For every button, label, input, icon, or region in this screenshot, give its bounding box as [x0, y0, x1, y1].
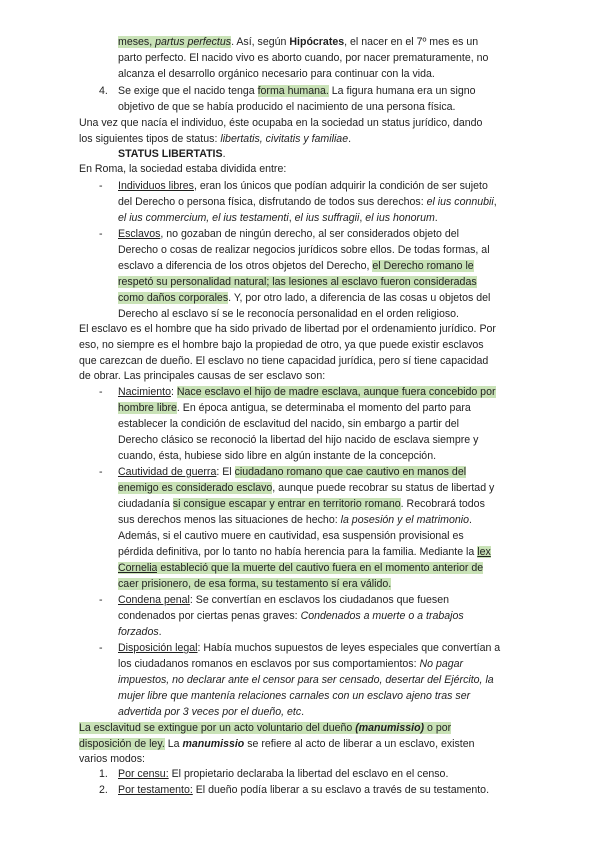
underlined-term: Esclavos — [118, 228, 161, 240]
cautividad-line-4 — [118, 514, 472, 527]
cautividad-line-2 — [118, 482, 494, 495]
cautividad-line-1 — [118, 466, 466, 479]
cautividad-line-6 — [118, 546, 491, 559]
text: los ciudadanos romanos en esclavos por sus comportamientos: — [118, 658, 420, 670]
italic-term: el ius honorum — [365, 212, 435, 224]
text: del Derecho o persona física, disfrutando de todos sus derechos: — [118, 196, 427, 208]
section-heading — [118, 148, 226, 161]
highlight-text: hombre libre — [118, 402, 177, 414]
highlight-underlined-term: Cornelia — [118, 562, 158, 574]
text: se refiere al acto de liberar a un esclavo, existen — [244, 738, 475, 750]
nacimiento-line-4: Derecho clásico se reconoció la libertad del hijo nacido de esclava siempre y — [118, 434, 479, 446]
condena-line-3 — [118, 626, 162, 639]
modo-line-1 — [118, 768, 448, 781]
list-number: 4. — [99, 85, 108, 97]
text: : Había muchos supuestos de leyes especiales que convertían a — [197, 642, 501, 654]
text: , el nacer en el 7º mes es un — [344, 36, 479, 48]
esclavos-line-1 — [118, 228, 459, 241]
extingue-line-2 — [79, 738, 475, 751]
disposicion-line-4: mujer libre que mantenía relaciones carnales con un esclavo ajeno tras ser — [118, 690, 471, 702]
text: esclavo a diferencia de los otros objetos del Derecho, — [118, 260, 373, 272]
bullet-dash: - — [99, 642, 103, 654]
text: . — [468, 514, 472, 526]
def-line-1: El esclavo es el hombre que ha sido privado de libertad por el ordenamiento jurídico. Por — [79, 323, 496, 335]
highlight-text: Nace esclavo el hijo de madre esclava, aunque fuera concebido por — [176, 386, 496, 398]
italic-term: No pagar — [419, 658, 464, 670]
extingue-line-3: varios modos: — [79, 753, 145, 765]
nacimiento-line-5: cuando, ésta, hubiese sido libre en algún instante de la concepción. — [118, 450, 437, 462]
modo-line-2 — [118, 784, 489, 797]
text: : Se convertían en esclavos los ciudadanos que fuesen — [189, 594, 450, 606]
underlined-term: Por testamento: — [118, 784, 193, 796]
highlight-text: disposición de ley. — [79, 738, 165, 750]
text: . En época antigua, se determinaba el momento del parto para — [176, 402, 471, 414]
highlight-underlined-term: lex — [477, 546, 491, 558]
italic-term: el ius connubii — [426, 196, 494, 208]
text: . — [348, 133, 352, 145]
text: Se exige que el nacido tenga — [118, 85, 258, 97]
italic-term: partus perfectus — [155, 36, 232, 48]
highlight-text: caer prisionero, de esa forma, su testamento sí era válido. — [118, 578, 392, 590]
text: condenados por ciertas penas graves: — [118, 610, 301, 622]
text: , — [493, 196, 497, 208]
item4-line-2: objetivo de que se había producido el nacimiento de una persona física. — [118, 101, 456, 113]
underlined-term: Condena penal — [118, 594, 190, 606]
italic-term: advertida por 3 veces por el dueño, etc — [118, 706, 302, 718]
highlight-text: como daños corporales — [118, 292, 229, 304]
individuos-line-1 — [118, 180, 488, 193]
nacimiento-line-2 — [118, 402, 471, 415]
disposicion-line-3: impuestos, no declarar ante el censor para ser censado, desertar del Ejército, la — [118, 674, 494, 686]
esclavos-line-3 — [118, 260, 474, 273]
text: , eran los únicos que podían adquirir la condición de ser sujeto — [193, 180, 488, 192]
list-number: 1. — [99, 768, 108, 780]
italic-term: el ius commercium, el ius testamenti — [118, 212, 289, 224]
italic-term: el ius suffragii — [294, 212, 360, 224]
underlined-term: Por censu: — [118, 768, 169, 780]
bullet-dash: - — [99, 228, 103, 240]
text: . — [222, 148, 226, 160]
intro-line-2 — [79, 133, 351, 146]
cautividad-line-7 — [118, 562, 483, 575]
text: pérdida definitiva, por lo tanto no había herencia para la familia. Mediante la — [118, 546, 478, 558]
text: . — [301, 706, 305, 718]
cautividad-line-8 — [118, 578, 391, 591]
underlined-term: Cautividad de guerra — [118, 466, 217, 478]
highlight-text: el Derecho romano le — [372, 260, 474, 272]
underlined-term: Individuos libres — [118, 180, 194, 192]
highlight-text: enemigo es considerado esclavo — [118, 482, 273, 494]
bullet-dash: - — [99, 594, 103, 606]
text: los siguientes tipos de status: — [79, 133, 221, 145]
text: . Y, por otro lado, a diferencia de las cosas u objetos del — [228, 292, 491, 304]
esclavos-line-2: Derecho o cosas de realizar negocios jurídicos sobre ellos. De todas formas, al — [118, 244, 490, 256]
condena-line-2 — [118, 610, 464, 623]
italic-term: forzados — [118, 626, 159, 638]
individuos-line-2 — [118, 196, 497, 209]
roma-line: En Roma, la sociedad estaba dividida entre: — [79, 163, 287, 175]
disposicion-line-2 — [118, 658, 463, 671]
highlight-text: si consigue escapar y entrar en territorio romano — [172, 498, 401, 510]
bold-term: Hipócrates — [289, 36, 345, 48]
text: ciudadanía — [118, 498, 173, 510]
bold-term: manumissio — [182, 738, 245, 750]
text: . Así, según — [231, 36, 290, 48]
italic-term: Condenados a muerte o a trabajos — [300, 610, 464, 622]
highlight-text: respetó su personalidad natural; las lesiones al esclavo fueron consideradas — [118, 276, 477, 288]
item3-line-3: alcanza el desarrollo orgánico necesario para continuar con la vida. — [118, 68, 435, 80]
underlined-term: Nacimiento — [118, 386, 171, 398]
text: . — [158, 626, 162, 638]
condena-line-1 — [118, 594, 449, 607]
def-line-4: de obrar. Las principales causas de ser esclavo son: — [79, 370, 326, 382]
list-number: 2. — [99, 784, 108, 796]
text: : — [171, 386, 177, 398]
intro-line-1: Una vez que nacía el individuo, éste ocupaba en la sociedad un status jurídico, dando — [79, 117, 483, 129]
esclavos-line-5 — [118, 292, 490, 305]
text: , aunque puede recobrar su status de libertad y — [272, 482, 495, 494]
text: . Recobrará todos — [400, 498, 485, 510]
highlight-text: forma humana. — [257, 85, 329, 97]
text: La — [164, 738, 183, 750]
heading-text: STATUS LIBERTATIS — [118, 148, 223, 160]
def-line-2: eso, no siempre es el hombre bajo la propiedad de otro, ya que puede existir esclavos — [79, 339, 484, 351]
text: : El — [216, 466, 235, 478]
bullet-dash: - — [99, 466, 103, 478]
highlight-text: meses, — [118, 36, 156, 48]
disposicion-line-1 — [118, 642, 500, 655]
text: La figura humana era un signo — [328, 85, 476, 97]
def-line-3: que carezcan de dueño. El esclavo no tiene capacidad jurídica, pero sí tiene capacidad — [79, 355, 489, 367]
italic-term: libertatis, civitatis y familiae — [220, 133, 349, 145]
highlight-text: estableció que la muerte del cautivo fuera en el momento anterior de — [157, 562, 484, 574]
cautividad-line-5: Además, si el cautivo muere en cautividad, esa suspensión provisional es — [118, 530, 464, 542]
item4-line-1 — [118, 85, 476, 98]
underlined-term: Disposición legal — [118, 642, 198, 654]
nacimiento-line-1 — [118, 386, 496, 399]
text: El dueño podía liberar a su esclavo a través de su testamento. — [192, 784, 490, 796]
highlight-text: o por — [424, 722, 452, 734]
highlight-bold-term: (manumissio) — [355, 722, 425, 734]
bullet-dash: - — [99, 386, 103, 398]
item3-line-1 — [118, 36, 478, 49]
item3-line-2: parto perfecto. El nacido vivo es aborto cuando, por nacer prematuramente, no — [118, 52, 489, 64]
bullet-dash: - — [99, 180, 103, 192]
esclavos-line-6: Derecho al esclavo sí se le reconocía personalidad en el orden religioso. — [118, 308, 459, 320]
extingue-line-1 — [79, 722, 451, 735]
text: . — [434, 212, 438, 224]
individuos-line-3 — [118, 212, 438, 225]
text: sus derechos menos las situaciones de hecho: — [118, 514, 341, 526]
text: , — [288, 212, 295, 224]
esclavos-line-4 — [118, 276, 477, 289]
text: , no gozaban de ningún derecho, al ser considerados objeto del — [160, 228, 459, 240]
highlight-text: ciudadano romano que cae cautivo en manos del — [234, 466, 467, 478]
disposicion-line-5 — [118, 706, 304, 719]
cautividad-line-3 — [118, 498, 485, 511]
italic-term: la posesión y el matrimonio — [340, 514, 469, 526]
text: , — [359, 212, 366, 224]
nacimiento-line-3: establecer la condición de esclavitud del nacido, sin embargo a partir del — [118, 418, 459, 430]
highlight-text: La esclavitud se extingue por un acto voluntario del dueño — [79, 722, 356, 734]
text: El propietario declaraba la libertad del esclavo en el censo. — [168, 768, 449, 780]
